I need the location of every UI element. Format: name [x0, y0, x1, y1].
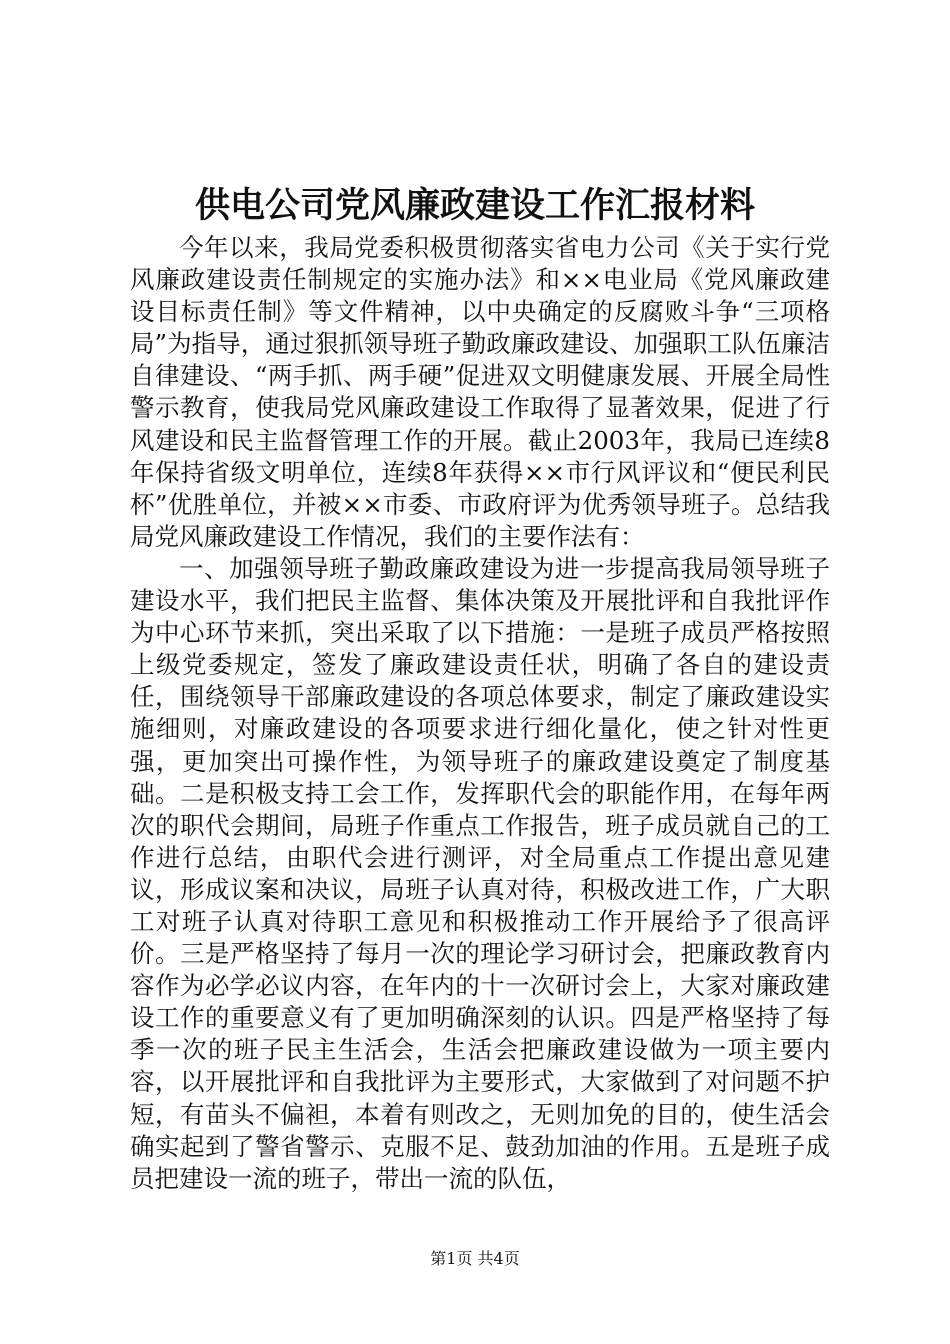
paragraph-section-one: 一、加强领导班子勤政廉政建设为进一步提高我局领导班子建设水平，我们把民主监督、集体决策及开展批评和自我批评作为中心环节来抓，突出采取了以下措施：一是班子成员严格按照上级党委规定，签发了廉政建设责任状，明确了各自的建设责任，围绕领导干部廉政建设的各项总体要求，制定了廉政建设实施细则，对廉政建设的各项要求进行细化量化，使之针对性更强，更加突出可操作性，为领导班子的廉政建设奠定了制度基础。二是积极支持工会工作，发挥职代会的职能作用，在每年两次的职代会期间，局班子作重点工作报告，班子成员就自己的工作进行总结，由职代会进行测评，对全局重点工作提出意见建议，形成议案和决议，局班子认真对待，积极改进工作，广大职工对班子认真对待职工意见和积极推动工作开展给予了很高评价。三是严格坚持了每月一次的理论学习研讨会，把廉政教育内容作为必学必议内容，在年内的十一次研讨会上，大家对廉政建设工作的重要意义有了更加明确深刻的认识。四是严格坚持了每季一次的班子民主生活会，生活会把廉政建设做为一项主要内容，以开展批评和自我批评为主要形式，大家做到了对问题不护短，有苗头不偏袒，本着有则改之，无则加免的目的，使生活会确实起到了警省警示、克服不足、鼓劲加油的作用。五是班子成员把建设一流的班子，带出一流的队伍，: [130, 553, 830, 1193]
document-body: [130, 232, 830, 1195]
page-footer: 第1页 共4页: [430, 1249, 520, 1268]
document-title: 供电公司党风廉政建设工作汇报材料: [194, 185, 755, 226]
paragraph-intro: 今年以来，我局党委积极贯彻落实省电力公司《关于实行党风廉政建设责任制规定的实施办法》和××电业局《党风廉政建设目标责任制》等文件精神，以中央确定的反腐败斗争“三项格局”为指导，通过狠抓领导班子勤政廉政建设、加强职工队伍廉洁自律建设、“两手抓、两手硬”促进双文明健康发展、开展全局性警示教育，使我局党风廉政建设工作取得了显著效果，促进了行风建设和民主监督管理工作的开展。截止2003年，我局已连续8年保持省级文明单位，连续8年获得××市行风评议和“便民利民杯”优胜单位，并被××市委、市政府评为优秀领导班子。总结我局党风廉政建设工作情况，我们的主要作法有：: [130, 233, 830, 551]
